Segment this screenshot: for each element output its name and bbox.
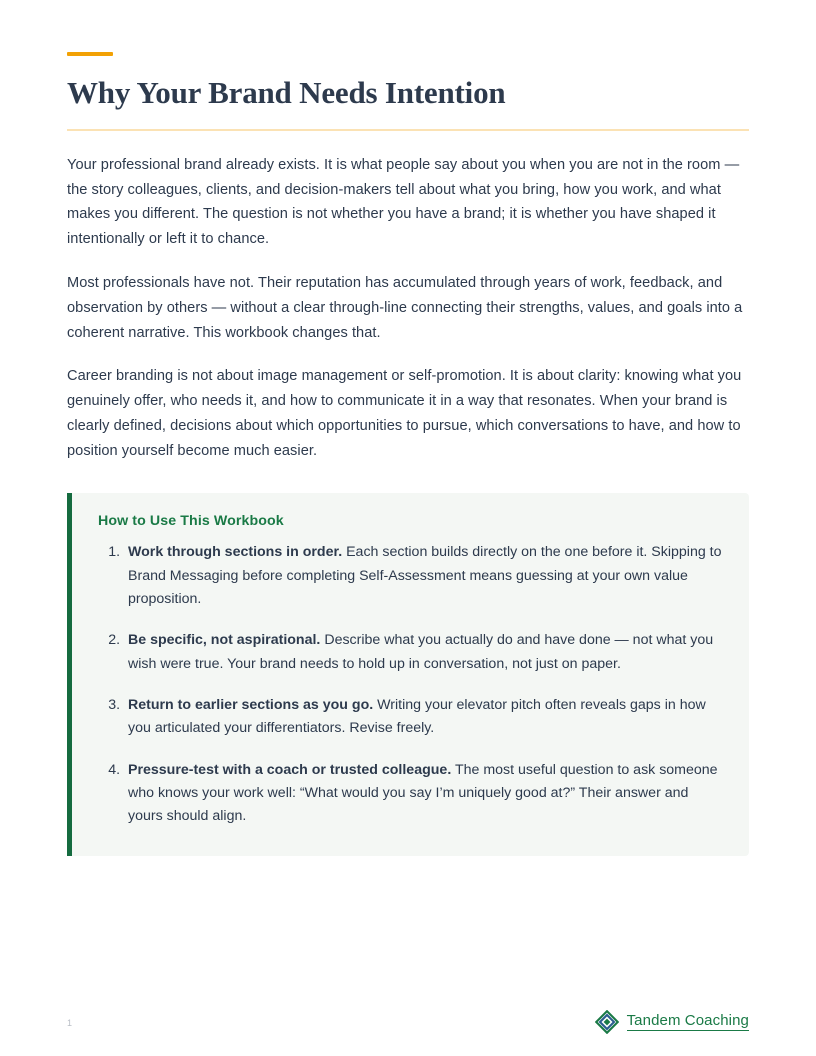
list-item-lead: Work through sections in order. — [128, 544, 343, 561]
body-paragraph-3: Career branding is not about image management or self-promotion. It is about clarity: knowing what you genuinely offer, who needs it, and how to communicate it in a way that resonates. When your brand is clearly defined, decisions about which opportunities to pursue, which conversations to have, and how to position yourself become much easier. — [67, 368, 742, 459]
list-item-text: Writing your elevator pitch often reveals gaps in how you articulated your differentiators. Revise freely. — [128, 696, 706, 737]
title-divider-rule — [67, 129, 749, 131]
title-accent-bar — [67, 52, 113, 56]
page-content — [67, 52, 749, 856]
list-item — [124, 629, 723, 676]
list-item-text: The most useful question to ask someone who knows your work well: “What would you say I’m uniquely good at?” Their answer and yours should align. — [128, 761, 718, 825]
nested-diamond-logo-icon — [595, 1010, 619, 1034]
brand-logo — [595, 1010, 749, 1034]
list-item — [124, 694, 723, 741]
list-item-text: Each section builds directly on the one before it. Skipping to Brand Messaging before completing Self-Assessment means guessing at your own value proposition. — [128, 544, 722, 608]
callout-heading: How to Use This Workbook — [98, 513, 284, 530]
page-number: 1 — [67, 1018, 73, 1028]
how-to-use-callout — [67, 493, 749, 856]
brand-wordmark: Tandem Coaching — [627, 1013, 749, 1032]
page-footer — [0, 1000, 816, 1034]
callout-instruction-list — [98, 541, 723, 828]
body-paragraph-1: Your professional brand already exists. It is what people say about you when you are not in the room — the story colleagues, clients, and decision-makers tell about what you bring, how you work, and what makes you different. The question is not whether you have a brand; it is whether you have shaped it intentionally or left it to chance. — [67, 156, 740, 248]
list-item — [124, 541, 723, 611]
body-paragraph-2: Most professionals have not. Their reputation has accumulated through years of work, feedback, and observation by others — without a clear through-line connecting their strengths, values, and goals into a coherent narrative. This workbook changes that. — [67, 274, 743, 341]
list-item-text: Describe what you actually do and have done — not what you wish were true. Your brand needs to hold up in conversation, not just on paper. — [128, 632, 714, 672]
page-title: Why Your Brand Needs Intention — [67, 75, 506, 110]
list-item — [124, 759, 723, 829]
list-item-lead: Be specific, not aspirational. — [128, 632, 321, 649]
list-item-lead: Pressure-test with a coach or trusted colleague. — [128, 761, 452, 778]
list-item-lead: Return to earlier sections as you go. — [128, 696, 374, 713]
